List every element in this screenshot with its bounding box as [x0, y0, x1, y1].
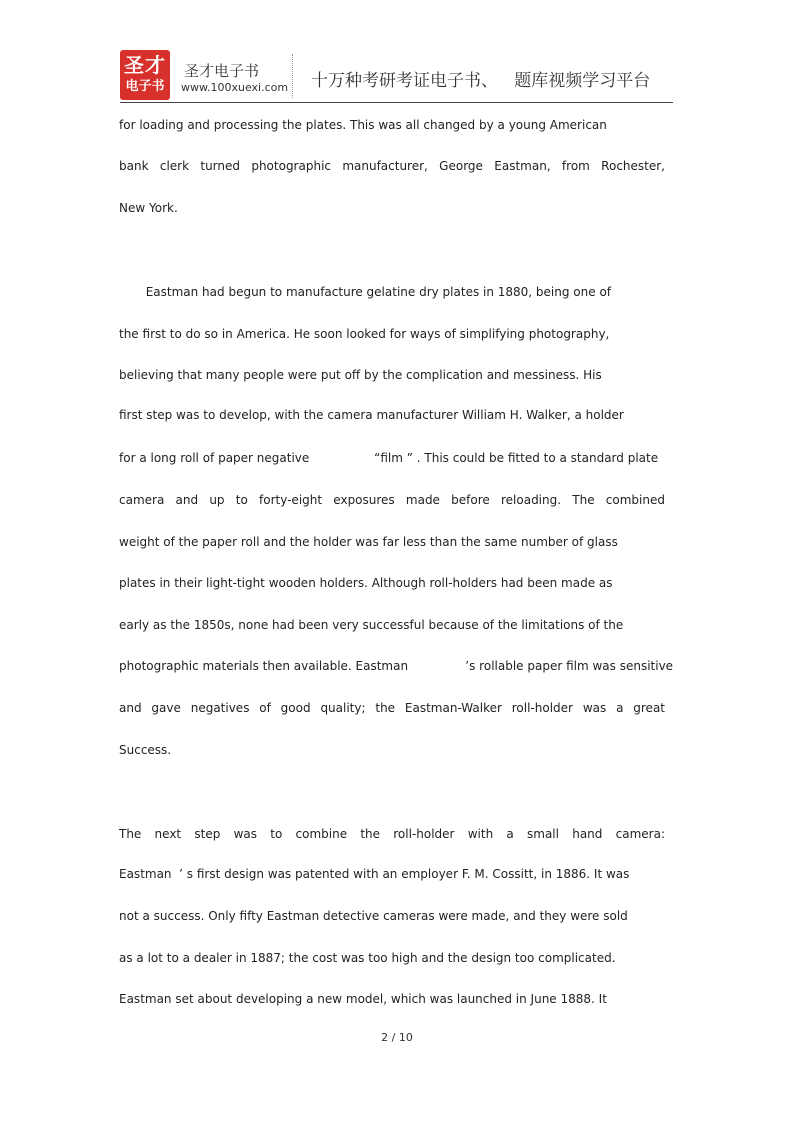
text-line: Eastman ’ s first design was patented with an employer F. M. Cossitt, in 1886. It was	[119, 867, 630, 881]
page-number: 2 / 10	[381, 1031, 413, 1044]
header-slogan: 十万种考研考证电子书、 题库视频学习平台	[311, 71, 651, 91]
header-rule	[120, 102, 673, 103]
text-line: Eastman had begun to manufacture gelatine dry plates in 1880, being one of	[119, 285, 612, 299]
text-line: early as the 1850s, none had been very successful because of the limitations of the	[119, 618, 624, 632]
text-line: first step was to develop, with the camera manufacturer William H. Walker, a holder	[119, 408, 624, 422]
text-line: Eastman set about developing a new model, which was launched in June 1888. It	[119, 992, 607, 1006]
text-line: bank clerk turned photographic manufacturer, George Eastman, from Rochester,	[119, 159, 665, 173]
text-line: weight of the paper roll and the holder was far less than the same number of glass	[119, 535, 618, 549]
text-line: plates in their light-tight wooden holders. Although roll-holders had been made as	[119, 576, 613, 590]
logo-text-bottom: 电子书	[125, 79, 165, 94]
text-line: camera and up to forty-eight exposures made before reloading. The combined	[119, 493, 665, 507]
brand-url[interactable]: www.100xuexi.com	[181, 81, 289, 94]
text-line: for loading and processing the plates. This was all changed by a young American	[119, 118, 607, 132]
text-line: and gave negatives of good quality; the Eastman-Walker roll-holder was a great	[119, 701, 665, 715]
brand-name: 圣才电子书	[184, 62, 260, 80]
text-line: Success.	[119, 743, 172, 757]
text-line: New York.	[119, 201, 178, 215]
logo-text-top: 圣才	[124, 53, 166, 77]
page-header	[120, 50, 673, 102]
header-divider	[292, 54, 293, 98]
text-line: for a long roll of paper negative “film ” . This could be fitted to a standard plate	[119, 451, 659, 465]
text-line: The next step was to combine the roll-holder with a small hand camera:	[119, 827, 665, 841]
text-line: believing that many people were put off by the complication and messiness. His	[119, 368, 602, 382]
shengcai-logo	[120, 50, 170, 100]
text-line: not a success. Only fifty Eastman detective cameras were made, and they were sold	[119, 909, 628, 923]
text-line: photographic materials then available. Eastman ’s rollable paper film was sensitive	[119, 659, 674, 673]
text-line: the first to do so in America. He soon looked for ways of simplifying photography,	[119, 327, 610, 341]
text-line: as a lot to a dealer in 1887; the cost was too high and the design too complicated.	[119, 951, 616, 965]
